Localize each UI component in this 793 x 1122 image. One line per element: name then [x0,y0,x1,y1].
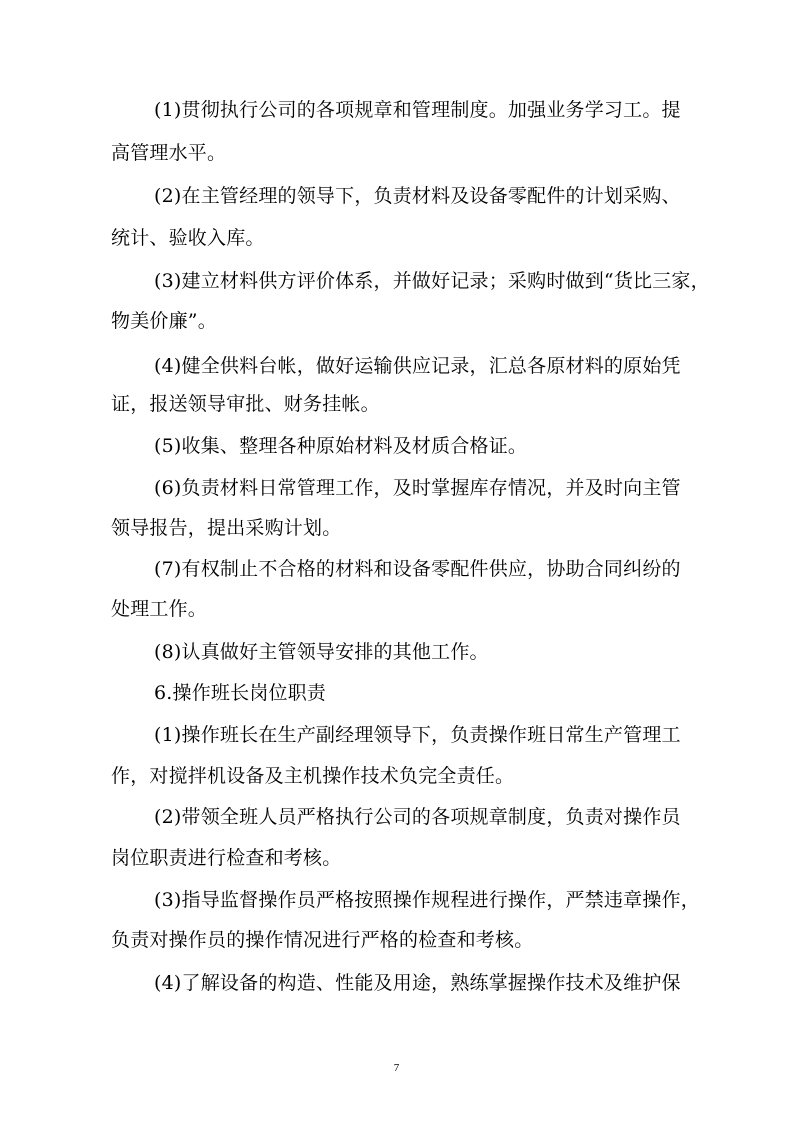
paragraph-line: (6)负责材料日常管理工作，及时掌握库存情况，并及时向主管 [154,477,681,499]
paragraph-line: 统计、验收入库。 [111,227,265,249]
paragraph-line: (1)贯彻执行公司的各项规章和管理制度。加强业务学习工。提 [154,99,681,121]
paragraph-line: (8)认真做好主管领导安排的其他工作。 [154,641,489,663]
paragraph-line: 高管理水平。 [111,142,227,164]
paragraph-line: 负责对操作员的操作情况进行严格的检查和考核。 [111,929,534,951]
paragraph-line: (5)收集、整理各种原始材料及材质合格证。 [154,435,528,457]
paragraph-line: (2)在主管经理的领导下，负责材料及设备零配件的计划采购、 [154,185,681,207]
paragraph-line: (4)健全供料台帐，做好运输供应记录，汇总各原材料的原始凭 [154,355,681,377]
section-heading: 6.操作班长岗位职责 [154,682,327,704]
page-number: 7 [393,1062,400,1074]
paragraph-line: 作，对搅拌机设备及主机操作技术负完全责任。 [111,765,515,787]
paragraph-line: 证，报送领导审批、财务挂帐。 [111,393,380,415]
paragraph-line: 领导报告，提出采购计划。 [111,517,342,539]
paragraph-line: (7)有权制止不合格的材料和设备零配件供应，协助合同纠纷的 [154,558,681,580]
paragraph-line: (3)指导监督操作员严格按照操作规程进行操作，严禁违章操作， [154,889,700,911]
paragraph-line: 物美价廉”。 [111,310,217,332]
paragraph-line: (1)操作班长在生产副经理领导下，负责操作班日常生产管理工 [154,724,681,746]
paragraph-line: (4)了解设备的构造、性能及用途，熟练掌握操作技术及维护保 [154,972,681,994]
paragraph-line: 处理工作。 [111,598,208,620]
paragraph-line: (2)带领全班人员严格执行公司的各项规章制度，负责对操作员 [154,806,681,828]
paragraph-line: (3)建立材料供方评价体系，并做好记录；采购时做到“货比三家， [154,270,710,292]
paragraph-line: 岗位职责进行检查和考核。 [111,847,342,869]
